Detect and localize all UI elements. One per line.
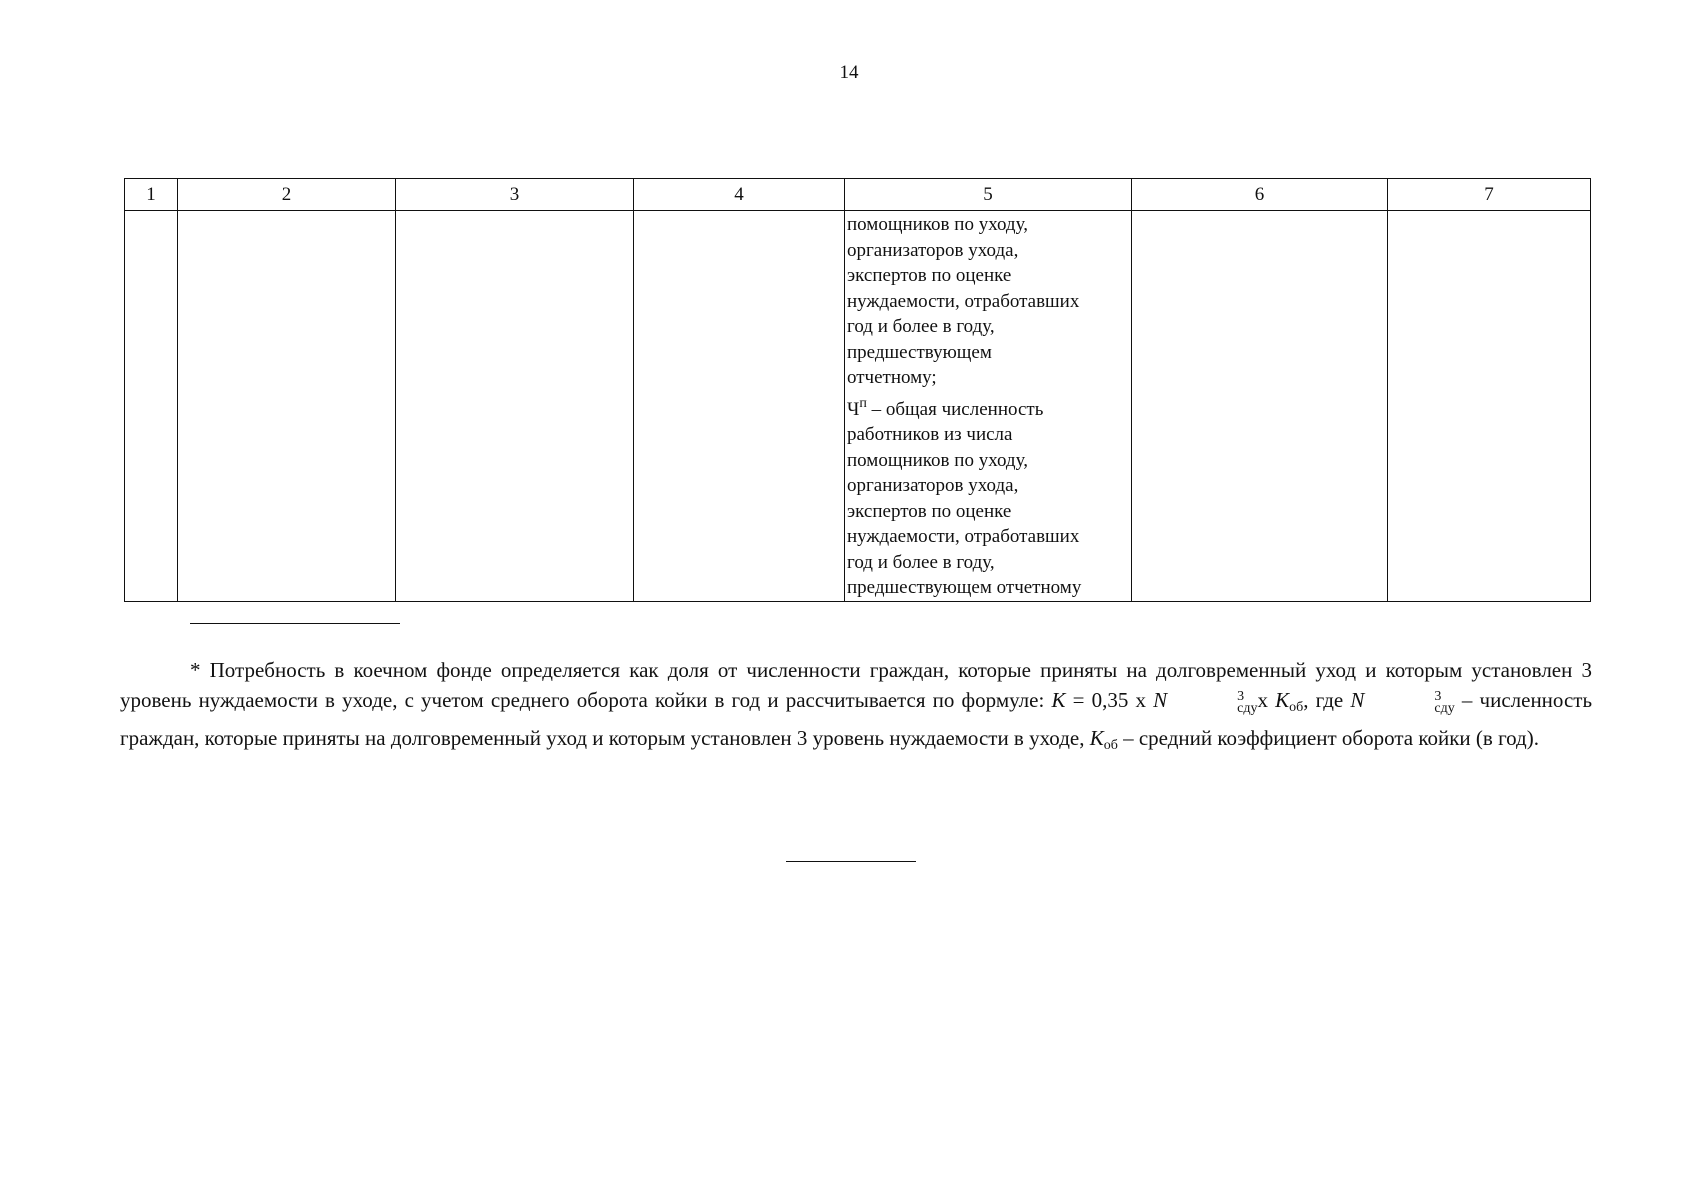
cell-col-5 xyxy=(845,211,1132,602)
cell-text-line: помощников по уходу, xyxy=(847,449,1028,471)
where-k-subscript: об xyxy=(1103,738,1118,753)
cell-text-line: предшествующем отчетному xyxy=(847,577,1082,598)
cell-text-line: год и более в году, xyxy=(847,551,995,573)
formula-n-indices xyxy=(1167,691,1257,715)
cell-col-3 xyxy=(396,211,634,602)
footnote-separator xyxy=(190,623,400,624)
cell-text-line: нуждаемости, отработавших xyxy=(847,290,1080,312)
where-n-indices xyxy=(1364,691,1454,715)
column-header-4: 4 xyxy=(634,179,845,211)
formula-multiply: x xyxy=(1257,688,1276,712)
footnote-text-3: – численность граждан, которые приняты на долговременный уход и которым установлен 3 уровень нуждаемости в уходе, xyxy=(120,688,1593,750)
where-k: K xyxy=(1089,726,1104,750)
page-number: 14 xyxy=(839,62,859,83)
footnote-text-4: – средний коэффициент оборота койки (в год). xyxy=(1117,726,1539,750)
cell-text-line: организаторов ухода, xyxy=(847,475,1019,496)
footnote-text-1: * Потребность в коечном фонде определяется как доля от численности граждан, которые приняты на долговременный уход и которым установлен 3 уровень нуждаемости в уходе, с учетом среднего оборота койки в год и рассчитывается по формуле: xyxy=(120,658,1592,712)
footnote xyxy=(120,655,1592,761)
cell-text-line: предшествующем xyxy=(847,341,992,363)
column-header-1: 1 xyxy=(125,179,178,211)
formula-n-superscript: 3 xyxy=(1237,689,1245,704)
cell-col-6 xyxy=(1132,211,1388,602)
end-separator xyxy=(786,861,916,862)
cell-text-line: отчетному; xyxy=(847,367,937,388)
formula-n: N xyxy=(1153,688,1168,712)
formula-n-subscript: сду xyxy=(1237,701,1258,716)
formula-k-ob-subscript: об xyxy=(1289,700,1304,715)
ch-definition-line xyxy=(847,391,1129,423)
ch-definition-text: – общая численность xyxy=(866,398,1044,420)
ch-symbol: Ч xyxy=(847,398,860,420)
where-n-subscript: сду xyxy=(1434,701,1455,716)
where-n-superscript: 3 xyxy=(1434,689,1442,704)
footnote-text-2: , где xyxy=(1303,688,1351,712)
column-header-2: 2 xyxy=(178,179,396,211)
column-header-7: 7 xyxy=(1388,179,1591,211)
data-table xyxy=(124,178,1591,602)
cell-col-2 xyxy=(178,211,396,602)
table-row xyxy=(125,211,1591,602)
ch-superscript: п xyxy=(859,395,867,411)
formula-k: K xyxy=(1051,688,1066,712)
cell-text-line: экспертов по оценке xyxy=(847,265,1012,286)
cell-text-line: год и более в году, xyxy=(847,316,995,337)
where-n: N xyxy=(1350,688,1365,712)
cell-col-4 xyxy=(634,211,845,602)
cell-text-line: организаторов ухода, xyxy=(847,239,1019,261)
table-header-row xyxy=(125,179,1591,211)
cell-col-7 xyxy=(1388,211,1591,602)
column-header-5: 5 xyxy=(845,179,1132,211)
column-header-3: 3 xyxy=(396,179,634,211)
column-header-6: 6 xyxy=(1132,179,1388,211)
cell-text-line: работников из числа xyxy=(847,424,1013,445)
formula-coefficient: = 0,35 x xyxy=(1065,688,1154,712)
cell-text-line: нуждаемости, отработавших xyxy=(847,526,1080,547)
cell-text-line: экспертов по оценке xyxy=(847,500,1012,522)
cell-text-line: помощников по уходу, xyxy=(847,214,1028,235)
cell-col-1 xyxy=(125,211,178,602)
formula-k-ob: K xyxy=(1275,688,1290,712)
